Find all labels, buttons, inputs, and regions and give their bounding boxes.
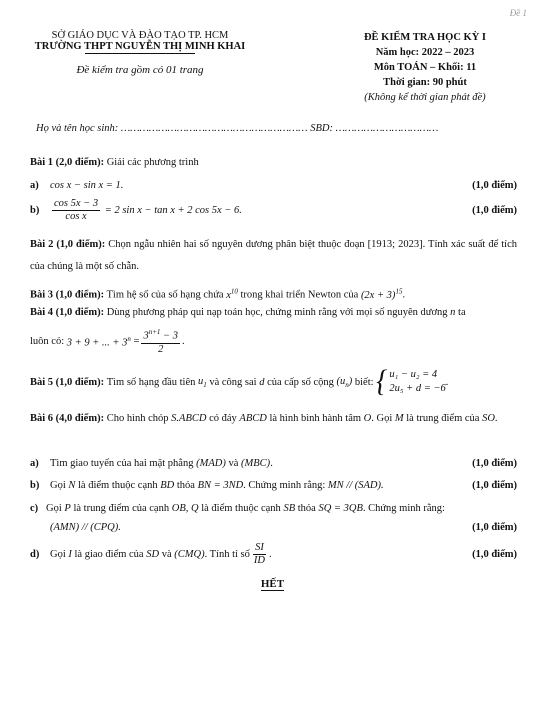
bai4-text2: ta (458, 307, 466, 318)
bai6-b-claim: MN // (SAD). (327, 480, 384, 491)
student-id-dots: …………………………… (335, 123, 439, 134)
bai6-d-fraction (252, 542, 267, 567)
bai1-title: Bài 1 (2,0 điểm): (30, 157, 105, 168)
bai6-intro (30, 408, 517, 430)
school-year: Năm học: 2022 – 2023 (375, 47, 475, 58)
department-name: SỞ GIÁO DỤC VÀ ĐÀO TẠO TP. HCM (51, 30, 229, 41)
bai6-d-text1: Gọi (50, 549, 66, 561)
bai3-term: $x^{10}$ (226, 287, 238, 301)
bai6-c-p: P (64, 503, 71, 514)
subject-grade: Môn TOÁN – Khối: 11 (373, 62, 477, 73)
bai4-line1 (30, 302, 517, 324)
bai5-text1: Tìm số hạng đầu tiên (106, 376, 196, 388)
bai6-base: ABCD (239, 413, 267, 424)
bai6-b-cond: BN = 3ND (197, 480, 244, 491)
bai6-c-points: (1,0 điểm) (472, 522, 517, 533)
bai5-text4: biết: (354, 376, 374, 388)
bai6-b-label: b) (30, 480, 40, 491)
header-right (330, 30, 520, 105)
bai1-b-fraction (52, 198, 100, 223)
header-left (30, 30, 250, 76)
bai6-d-and: và (161, 549, 172, 561)
school-name: TRƯỜNG THPT NGUYỄN THỊ MINH KHAI (34, 41, 246, 52)
bai6-c-text5: . Chứng minh rằng: (362, 503, 445, 514)
bai5-text2: và công sai (209, 376, 257, 388)
bai6-part-d (30, 542, 517, 567)
student-name-dots: …………………………………………………… (120, 123, 308, 134)
bai1-b-points: (1,0 điểm) (472, 205, 517, 217)
bai6-c-cond: SQ = 3QB (318, 503, 363, 514)
student-id-label: SBD: (310, 123, 333, 134)
bai5-end: . (445, 376, 449, 388)
bai2-title: Bài 2 (1,0 điểm): (30, 239, 106, 250)
student-info-line (36, 123, 438, 134)
bai5-u1: $u_1$ (197, 375, 207, 389)
bai1-a-label: a) (30, 180, 39, 191)
bai6-c-text4: thỏa (297, 503, 316, 514)
bai6-a-and: và (228, 458, 239, 469)
bai6-text5: là trung điểm của (406, 413, 480, 424)
bai6-end: . (494, 413, 498, 424)
bai5-un: $(u_n)$ (336, 375, 353, 389)
bai6-text1: Cho hình chóp (106, 413, 169, 424)
bai6-c-sb: SB (283, 503, 296, 514)
bai6-c-text2: là trung điểm của cạnh (73, 503, 170, 514)
bai6-d-points: (1,0 điểm) (472, 549, 517, 561)
bai6-text4: . Gọi (371, 413, 393, 424)
bai4-lhs: 3 + 9 + ... + $3^n$ (66, 335, 131, 349)
bai1-a-expr: cos x − sin x = 1. (50, 180, 124, 191)
bai3-text2: trong khai triển Newton của (240, 289, 359, 301)
bai6-a-plane1: (MAD) (196, 458, 226, 469)
bai6-part-a: a) Tìm giao tuyến của hai mặt phẳng (MAD) và (MBC). (1,0 điểm) (30, 458, 517, 469)
bai5-brace: { (376, 364, 388, 399)
bai5-text3: của cấp số cộng (267, 376, 334, 388)
bai5-d: d (259, 376, 265, 388)
bai3-title: Bài 3 (1,0 điểm): (30, 289, 105, 301)
student-name-label: Họ và tên học sinh: (36, 123, 119, 134)
bai6-part-b (30, 480, 517, 491)
bai6-text2: có đáy (209, 413, 237, 424)
bai6-d-label: d) (30, 549, 40, 561)
bai6-part-c-line2 (30, 522, 517, 533)
bai6-b-text2: là điểm thuộc cạnh (78, 480, 158, 491)
bai4-title: Bài 4 (1,0 điểm): (30, 307, 105, 318)
bai6-a-label: a) (30, 458, 39, 469)
bai6-d-text2: là giao điểm của (74, 549, 144, 561)
bai6-a-text1: Tìm giao tuyến của hai mặt phẳng (50, 458, 194, 469)
bai6-d-plane: (CMQ) (174, 549, 205, 561)
bai3-text1: Tìm hệ số của số hạng chứa (106, 289, 224, 301)
bai1-part-b (30, 198, 517, 223)
bai6-b-text1: Gọi (50, 480, 66, 491)
bai6-pyramid: S.ABCD (171, 413, 207, 424)
exam-page-note: Đề kiểm tra gồm có 01 trang (76, 64, 204, 76)
exam-title: ĐỀ KIỂM TRA HỌC KỲ I (363, 32, 487, 43)
page-number: Đề 1 (509, 8, 527, 18)
bai5-eq1: u₁ − u₂ = 4 (389, 369, 438, 380)
bai4-fraction (141, 328, 180, 356)
bai4-denominator: 2 (158, 343, 164, 355)
bai6-c-ob: OB (171, 503, 186, 514)
bai6-c-text3: là điểm thuộc cạnh (201, 503, 281, 514)
bai5-title: Bài 5 (1,0 điểm): (30, 376, 105, 388)
bai5 (30, 364, 449, 399)
bai4-var: n (450, 307, 456, 318)
header-left-underline (85, 53, 195, 54)
bai4-line2 (30, 328, 185, 356)
bai4-text3: luôn có: (30, 336, 65, 348)
bai6-c-label: c) (30, 503, 39, 514)
bai4-eq: = (133, 336, 140, 348)
bai1-b-denominator: cos x (65, 211, 87, 223)
bai6-c-sep: , (185, 503, 189, 514)
bai1-heading (30, 157, 199, 168)
bai6-b-text3: thỏa (176, 480, 195, 491)
bai6-b-points: (1,0 điểm) (472, 480, 517, 491)
bai6-b-n: N (68, 480, 76, 491)
bai6-text3: là hình bình hành tâm (269, 413, 362, 424)
bai5-eq2: 2u₅ + d = −6 (389, 383, 446, 395)
end-marker: HẾT (260, 578, 285, 590)
bai1-a-points: (1,0 điểm) (472, 180, 517, 191)
bai6-c-text1: Gọi (46, 503, 62, 514)
bai6-d-numerator: SI (253, 542, 266, 555)
bai6-b-bd: BD (160, 480, 175, 491)
bai6-a-points: (1,0 điểm) (472, 458, 517, 469)
bai6-so: SO (482, 413, 495, 424)
bai6-d-end: . (268, 549, 272, 561)
bai6-center: O (363, 413, 372, 424)
bai6-b-text4: . Chứng minh rằng: (243, 480, 326, 491)
bai4-numerator: $3^{n+1} - 3$ (141, 328, 180, 344)
bai6-m: M (394, 413, 404, 424)
bai2 (30, 234, 517, 278)
bai3-binomial: $(2x + 3)^{15}$ (360, 287, 403, 301)
bai1-part-a (30, 180, 517, 191)
bai1-b-numerator: cos 5x − 3 (52, 198, 100, 211)
bai1-b-label: b) (30, 205, 40, 217)
bai6-d-text3: . Tính tỉ số (204, 549, 250, 561)
bai6-part-c (30, 498, 517, 520)
bai2-text: Chọn ngẫu nhiên hai số nguyên dương phân biệt thuộc đoạn [1913; 2023]. Tính xác suất để tích của chúng là một số chẵn. (30, 239, 518, 272)
bai4-text1: Dùng phương pháp qui nạp toán học, chứng minh rằng với mọi số nguyên dương (106, 307, 448, 318)
bai6-a-plane2: (MBC) (241, 458, 271, 469)
bai1-b-rest: = 2 sin x − tan x + 2 cos 5x − 6. (104, 204, 242, 216)
bai3-end: . (402, 289, 406, 301)
bai6-c-claim: (AMN) // (CPQ). (50, 522, 121, 533)
duration: Thời gian: 90 phút (383, 77, 467, 88)
bai1-text: Giải các phương trình (106, 157, 199, 168)
bai4-end: . (182, 336, 185, 348)
bai6-d-sd: SD (146, 549, 160, 561)
bai6-title: Bài 6 (4,0 điểm): (30, 413, 105, 424)
bai6-d-denominator: ID (253, 555, 265, 567)
bai6-d-i: I (68, 549, 72, 561)
duration-note: (Không kể thời gian phát đề) (364, 92, 486, 103)
bai5-system (376, 364, 446, 399)
bai6-c-q: Q (190, 503, 199, 514)
